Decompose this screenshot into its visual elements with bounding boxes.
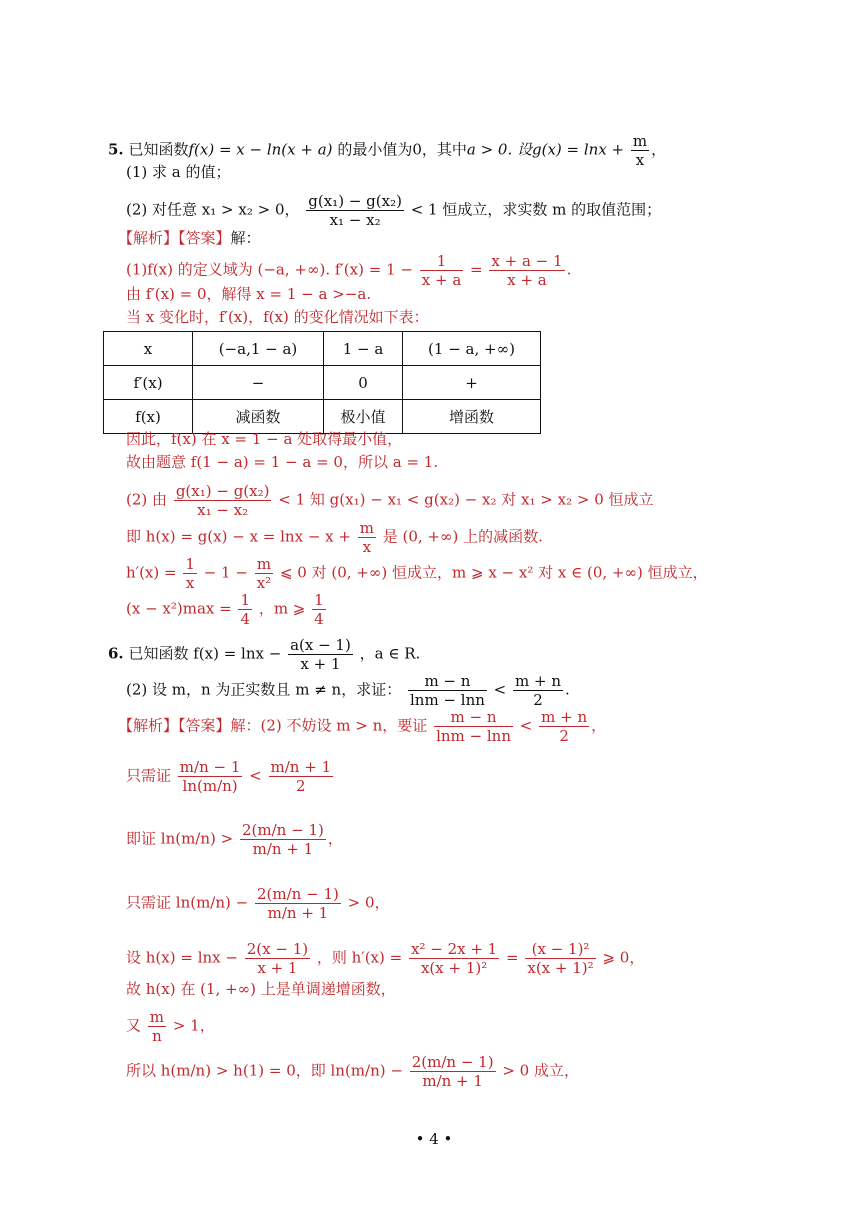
frac-num: 1 bbox=[314, 591, 324, 609]
table-cell: 增函数 bbox=[403, 400, 541, 434]
frac-num: g(x₁) − g(x₂) bbox=[175, 482, 270, 500]
sol-text: 又 bbox=[126, 1016, 142, 1035]
sol-frac-1 bbox=[420, 252, 464, 289]
q5-stem-text-c: 的最小值为0，其中 bbox=[337, 140, 467, 159]
q5-part2-frac bbox=[306, 192, 404, 229]
sol-frac-2 bbox=[255, 555, 273, 592]
sol-frac-2 bbox=[489, 252, 564, 289]
table-cell: 减函数 bbox=[193, 400, 324, 434]
sol-text: 设 h(x) = lnx − bbox=[126, 948, 238, 967]
table-cell: 1 − a bbox=[324, 332, 403, 366]
q6-part2-frac-2 bbox=[513, 672, 563, 709]
frac-num: m bbox=[149, 1008, 165, 1026]
sol-frac-2 bbox=[539, 708, 589, 745]
frac-num: 2(m/n − 1) bbox=[257, 885, 339, 903]
sol-text-b: > 1， bbox=[172, 1016, 215, 1035]
sol-frac bbox=[255, 885, 341, 922]
q6-sol-1 bbox=[118, 708, 606, 745]
frac-den: x + a bbox=[489, 270, 564, 289]
answer-tag: 【解析】【答案】 bbox=[118, 229, 231, 247]
table-cell: x bbox=[104, 332, 193, 366]
frac-den: x bbox=[631, 150, 649, 169]
frac-num: m − n bbox=[424, 672, 471, 690]
frac-den: m/n + 1 bbox=[240, 839, 326, 858]
q5-part2-text-a: (2) 对任意 x₁ > x₂ > 0， bbox=[126, 200, 300, 219]
q6-sol-4 bbox=[126, 885, 390, 922]
table-cell: (1 − a, +∞) bbox=[403, 332, 541, 366]
q5-answer-tag bbox=[118, 228, 261, 248]
q5-sol-4: 因此，f(x) 在 x = 1 − a 处取得最小值， bbox=[126, 430, 403, 448]
sol-text-b: 是 (0, +∞) 上的减函数. bbox=[382, 527, 543, 546]
frac-den: x bbox=[358, 537, 376, 556]
q5-sol-3: 当 x 变化时，f′(x)，f(x) 的变化情况如下表： bbox=[126, 308, 429, 326]
frac-num: m/n + 1 bbox=[270, 758, 332, 776]
q5-sol-5: 故由题意 f(1 − a) = 1 − a = 0，所以 a = 1. bbox=[126, 453, 439, 471]
frac-den: 2 bbox=[513, 690, 563, 709]
sol-frac-1 bbox=[178, 758, 243, 795]
frac-den: x + 1 bbox=[288, 654, 353, 673]
q5-sol-7 bbox=[126, 519, 543, 556]
q5-part1: (1) 求 a 的值； bbox=[126, 163, 231, 181]
frac-num: m − n bbox=[450, 708, 497, 726]
frac-num: 1 bbox=[240, 591, 251, 609]
q6-stem-text: 已知函数 f(x) = lnx − bbox=[128, 644, 282, 663]
sol-text: 即证 ln(m/n) > bbox=[126, 829, 234, 848]
sol-frac-1 bbox=[183, 555, 197, 592]
frac-den: x₁ − x₂ bbox=[174, 500, 272, 519]
q5-variation-table bbox=[103, 331, 541, 434]
sol-text: 只需证 ln(m/n) − bbox=[126, 893, 249, 912]
q6-stem-frac bbox=[288, 636, 353, 673]
frac-num: 1 bbox=[436, 252, 447, 270]
frac-den: ln(m/n) bbox=[178, 776, 243, 795]
frac-den: n bbox=[148, 1026, 166, 1045]
sol-frac-2 bbox=[269, 758, 334, 795]
q5-stem-frac bbox=[631, 132, 649, 169]
sol-text: 只需证 bbox=[126, 766, 172, 785]
frac-num: 2(m/n − 1) bbox=[242, 821, 324, 839]
sol-end: > 0， bbox=[347, 893, 390, 912]
sol-text-c: ⩽ 0 对 (0, +∞) 恒成立，m ⩾ x − x² 对 x ∈ (0, +∞) 恒成立， bbox=[279, 563, 708, 582]
table-row bbox=[104, 332, 541, 366]
frac-num: m/n − 1 bbox=[179, 758, 241, 776]
page-number: • 4 • bbox=[415, 1130, 453, 1148]
q6-stem-text-b: ，a ∈ R. bbox=[359, 644, 421, 663]
frac-den: x + 1 bbox=[245, 958, 310, 977]
sol-text: (2) 由 bbox=[126, 490, 168, 509]
frac-num: m + n bbox=[515, 672, 562, 690]
sol-frac bbox=[240, 821, 326, 858]
frac-den: x(x + 1)² bbox=[409, 958, 499, 977]
op: < bbox=[493, 680, 507, 699]
frac-den: 4 bbox=[314, 610, 324, 628]
q5-stem-func: f(x) = x − ln(x + a) bbox=[188, 140, 333, 159]
frac-den: x + a bbox=[421, 271, 462, 289]
q5-number: 5. bbox=[108, 140, 124, 159]
frac-num: 2(x − 1) bbox=[246, 940, 309, 958]
frac-den: lnm − lnn bbox=[409, 691, 485, 709]
punct: ， bbox=[651, 140, 667, 159]
answer-tag-b: 解： bbox=[230, 229, 261, 247]
frac-den: x² bbox=[256, 574, 272, 592]
sol-text-b: < 1 知 g(x₁) − x₁ < g(x₂) − x₂ 对 x₁ > x₂ > 0 恒成立 bbox=[278, 490, 654, 509]
frac-num: m bbox=[632, 132, 648, 150]
q6-sol-2 bbox=[126, 758, 335, 795]
table-cell: f(x) bbox=[104, 400, 193, 434]
frac-num: g(x₁) − g(x₂) bbox=[308, 192, 402, 210]
sol-text: 所以 h(m/n) > h(1) = 0，即 ln(m/n) − bbox=[126, 1061, 403, 1080]
sol-frac-1 bbox=[245, 940, 310, 977]
q6-sol-5 bbox=[126, 940, 644, 977]
frac-num: x + a − 1 bbox=[491, 252, 563, 270]
q6-number: 6. bbox=[108, 644, 124, 663]
frac-den: lnm − lnn bbox=[436, 727, 511, 745]
sol-frac-1 bbox=[434, 708, 513, 745]
frac-den: x(x + 1)² bbox=[527, 959, 594, 977]
q5-sol-6 bbox=[126, 482, 654, 519]
frac-den: x₁ − x₂ bbox=[306, 210, 404, 229]
frac-num: 2(m/n − 1) bbox=[411, 1053, 494, 1071]
q6-part2-frac-1 bbox=[408, 672, 487, 709]
sol-text-b: ，则 h′(x) = bbox=[316, 948, 403, 967]
frac-num: m bbox=[256, 555, 272, 573]
frac-den: m/n + 1 bbox=[255, 903, 341, 922]
table-cell: (−a,1 − a) bbox=[193, 332, 324, 366]
sol-frac bbox=[410, 1053, 496, 1090]
frac-den: 2 bbox=[269, 776, 334, 795]
sol-frac-2 bbox=[312, 591, 326, 628]
sol-text-b: − 1 − bbox=[203, 563, 248, 582]
q6-stem bbox=[108, 636, 420, 673]
sol-text: (1)f(x) 的定义域为 (−a, +∞). f′(x) = 1 − bbox=[126, 260, 413, 279]
punct: ， bbox=[591, 716, 607, 735]
q5-sol-2: 由 f′(x) = 0，解得 x = 1 − a >−a. bbox=[126, 285, 372, 303]
table-cell: + bbox=[403, 366, 541, 400]
frac-den: 4 bbox=[240, 610, 251, 628]
q5-stem-g: g(x) = lnx + bbox=[532, 140, 625, 159]
frac-num: (x − 1)² bbox=[531, 940, 590, 958]
sol-end: ⩾ 0， bbox=[602, 948, 645, 967]
q5-part2 bbox=[126, 192, 661, 229]
sol-text-b: ，m ⩾ bbox=[258, 599, 306, 618]
punct: . bbox=[566, 260, 572, 279]
punct: . bbox=[565, 680, 570, 699]
sol-frac bbox=[174, 482, 272, 519]
sol-text: (x − x²)max = bbox=[126, 599, 232, 618]
table-cell: 0 bbox=[324, 366, 403, 400]
frac-num: x² − 2x + 1 bbox=[411, 940, 498, 958]
table-row bbox=[104, 366, 541, 400]
frac-num: a(x − 1) bbox=[290, 636, 351, 654]
frac-num: m bbox=[359, 519, 374, 537]
q6-part2-text: (2) 设 m，n 为正实数且 m ≠ n，求证： bbox=[126, 680, 402, 699]
sol-frac-1 bbox=[238, 591, 252, 628]
table-cell: − bbox=[193, 366, 324, 400]
frac-num: 1 bbox=[185, 555, 195, 573]
table-cell: 极小值 bbox=[324, 400, 403, 434]
frac-den: x bbox=[183, 573, 197, 592]
q6-sol-6: 故 h(x) 在 (1, +∞) 上是单调递增函数， bbox=[126, 980, 396, 998]
sol-text: h′(x) = bbox=[126, 563, 177, 582]
q5-part2-text-b: < 1 恒成立，求实数 m 的取值范围； bbox=[410, 200, 662, 219]
sol-frac-2 bbox=[409, 940, 499, 977]
op: = bbox=[506, 948, 519, 967]
op: < bbox=[249, 766, 262, 785]
q6-sol-3 bbox=[126, 821, 343, 858]
sol-text: 即 h(x) = g(x) − x = lnx − x + bbox=[126, 527, 351, 546]
q6-sol-7 bbox=[126, 1008, 215, 1045]
q6-sol-8 bbox=[126, 1053, 579, 1090]
sol-text: 解：(2) 不妨设 m > n，要证 bbox=[230, 716, 428, 735]
op: < bbox=[519, 716, 533, 735]
sol-eq: = bbox=[470, 260, 483, 279]
q5-sol-9 bbox=[126, 591, 328, 628]
sol-frac bbox=[358, 519, 376, 556]
frac-den: m/n + 1 bbox=[410, 1071, 496, 1090]
q6-part2 bbox=[126, 672, 570, 709]
q5-sol-8 bbox=[126, 555, 708, 592]
q5-stem-text-a: 已知函数 bbox=[128, 140, 189, 159]
sol-frac bbox=[148, 1008, 166, 1045]
sol-end: > 0 成立， bbox=[502, 1061, 579, 1080]
table-cell: f′(x) bbox=[104, 366, 193, 400]
sol-frac-3 bbox=[525, 940, 595, 977]
answer-tag: 【解析】【答案】 bbox=[118, 716, 231, 735]
punct: ， bbox=[327, 829, 343, 848]
frac-num: m + n bbox=[541, 708, 588, 726]
frac-den: 2 bbox=[539, 726, 589, 745]
q5-stem-cond: a > 0. 设 bbox=[466, 140, 532, 159]
